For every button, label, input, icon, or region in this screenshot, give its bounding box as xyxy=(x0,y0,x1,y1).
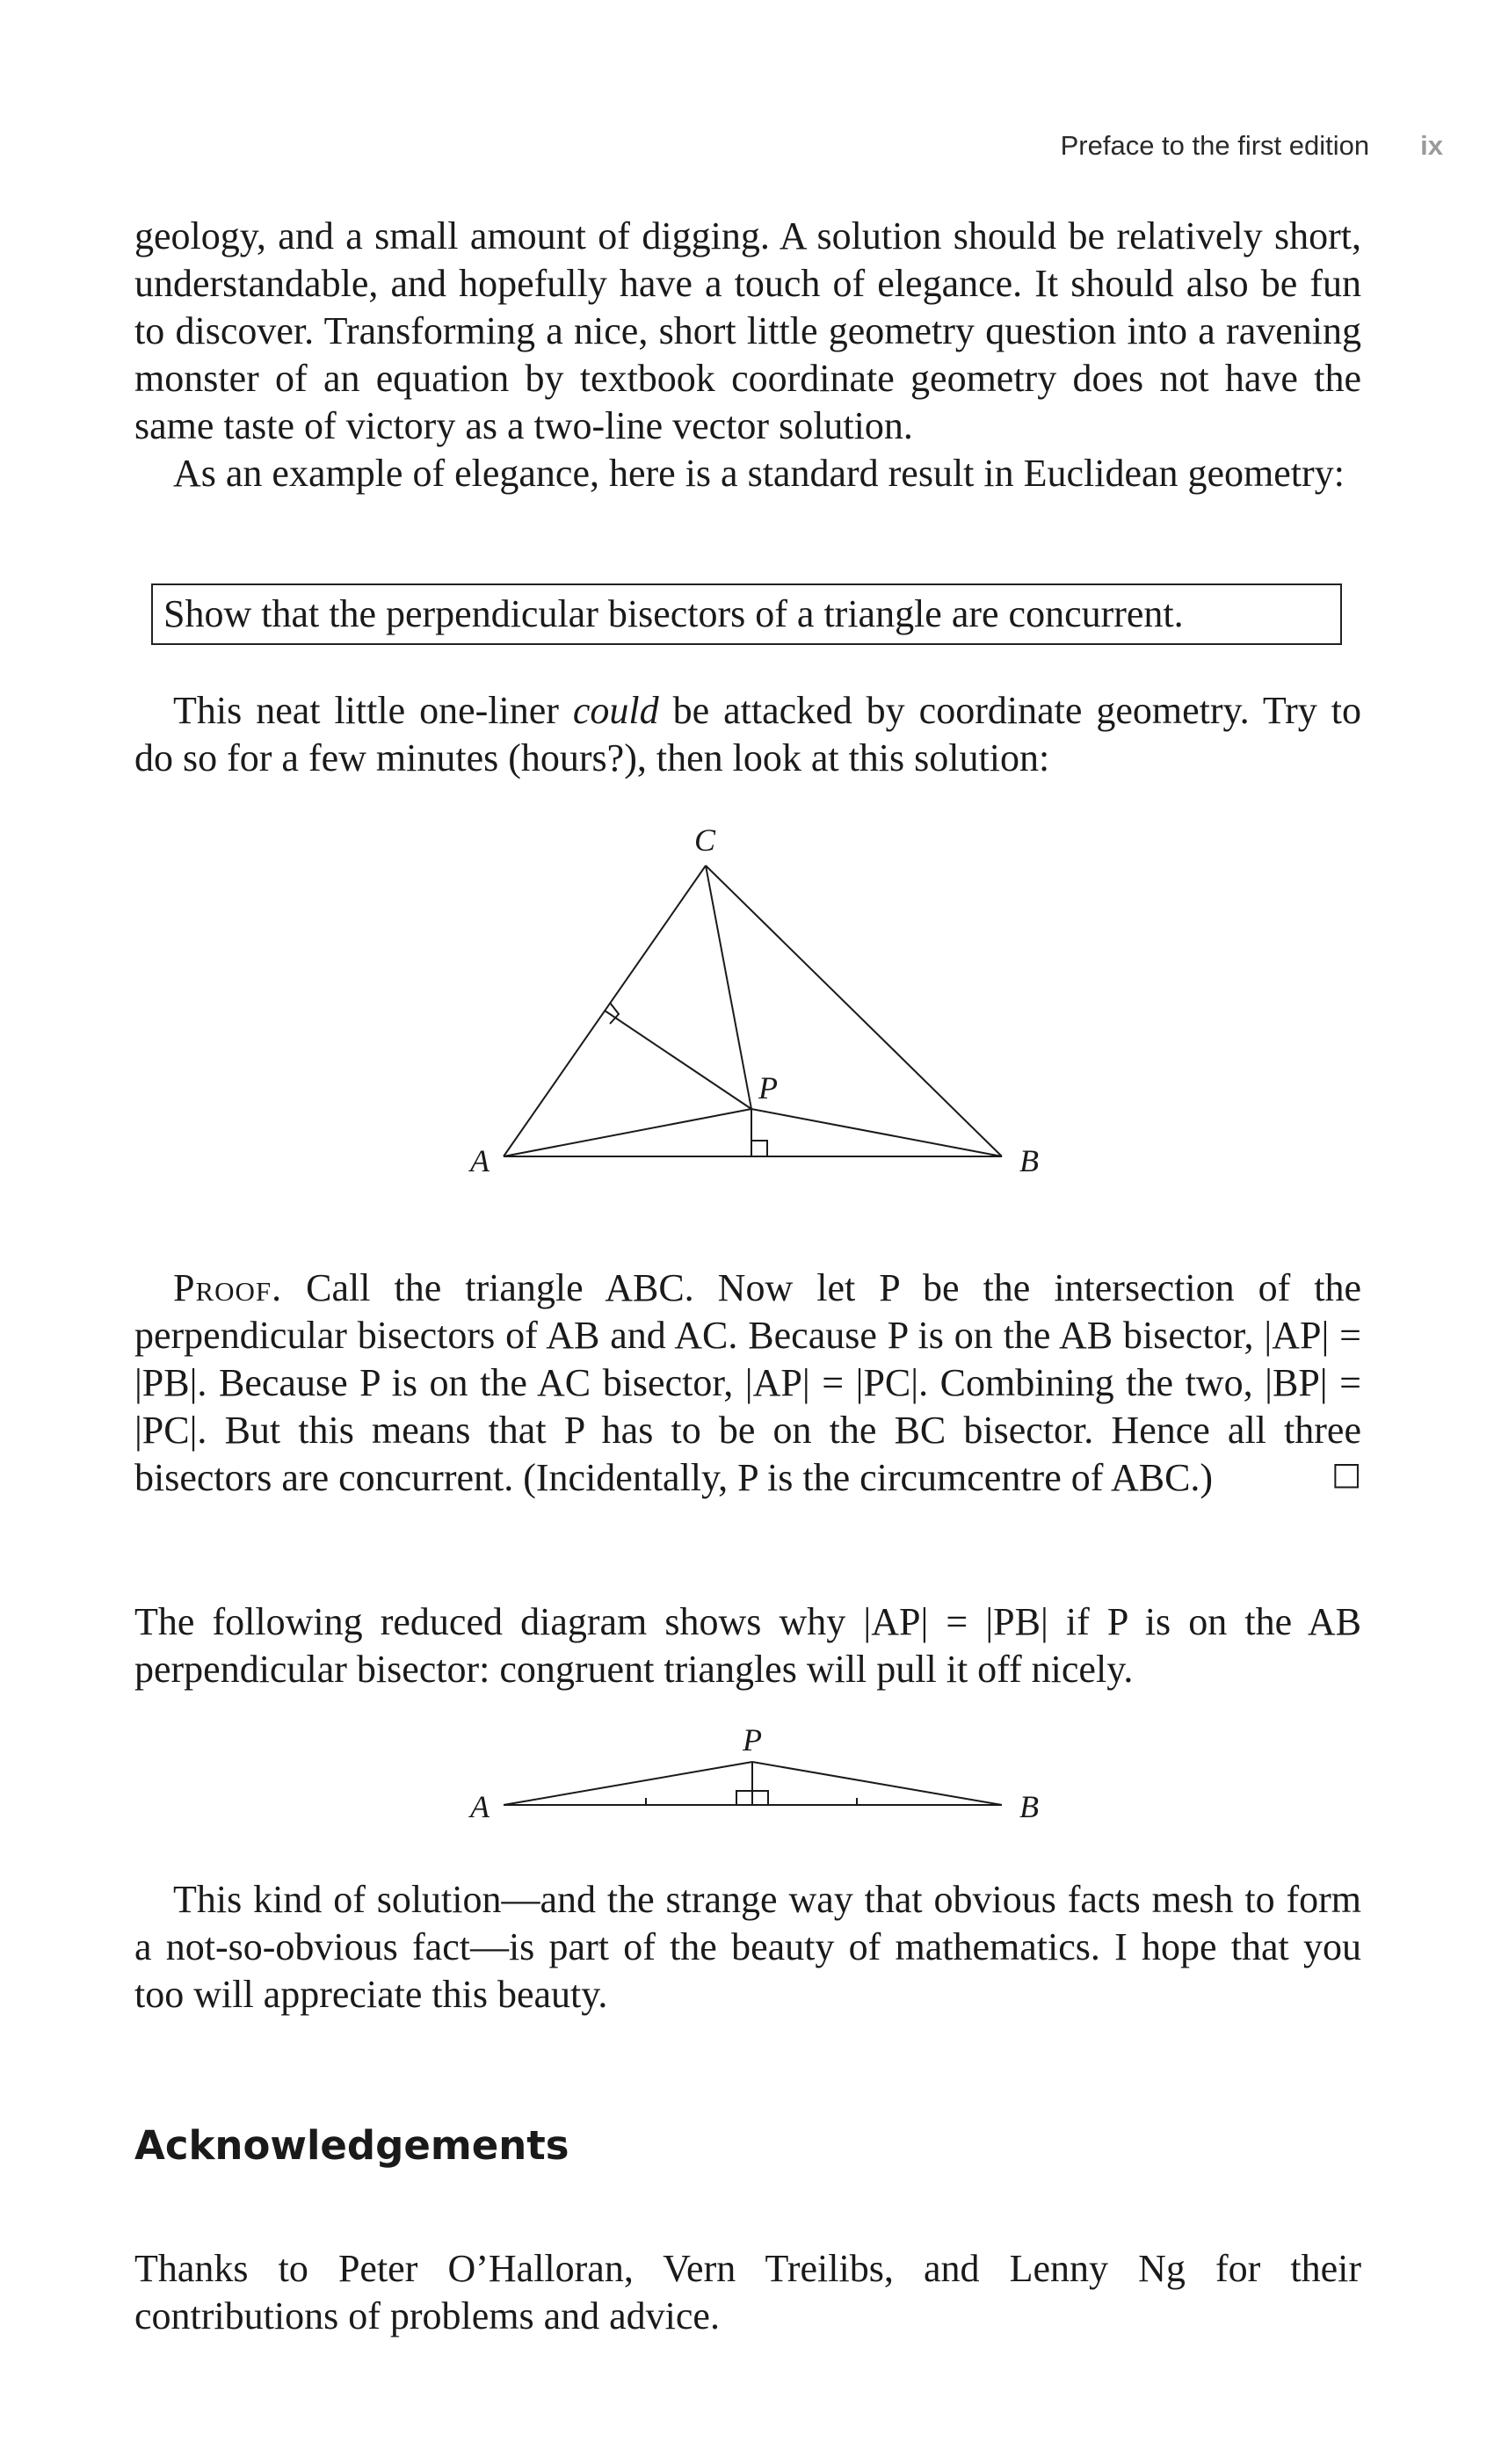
segment-pb xyxy=(751,1109,1002,1156)
one-liner-start: This neat little one-liner xyxy=(173,689,573,732)
page-number: ix xyxy=(1420,130,1443,161)
segment-pb xyxy=(752,1762,1002,1805)
segment-ap xyxy=(504,1762,752,1805)
triangle-figure xyxy=(0,0,1494,1230)
label-a: A xyxy=(470,1789,490,1824)
vertex-label-a: A xyxy=(470,1143,490,1178)
reduced-diagram-text xyxy=(134,1598,1361,1693)
paragraph-acknowledgements: Thanks to Peter O’Halloran, Vern Treilibs, and Lenny Ng for their contributions of problems and advice. xyxy=(134,2247,1361,2337)
running-header-title: Preface to the first edition xyxy=(1060,130,1370,161)
vertex-label-c: C xyxy=(694,823,716,858)
acknowledgements-heading: Acknowledgements xyxy=(134,2122,569,2169)
point-label-p: P xyxy=(758,1070,778,1105)
proof-block xyxy=(134,1265,1361,1502)
qed-symbol: □ xyxy=(1331,1456,1361,1492)
segment-pa xyxy=(504,1109,751,1156)
paragraph-reduced-diagram: The following reduced diagram shows why |AP| = |PB| if P is on the AB perpendicular bisector: congruent triangles will pull it off nicely. xyxy=(134,1600,1361,1691)
beauty-text xyxy=(134,1876,1361,2018)
label-p: P xyxy=(743,1722,762,1757)
vertex-label-b: B xyxy=(1019,1143,1039,1178)
right-angle-mark-ac xyxy=(610,1003,619,1024)
side-bc xyxy=(706,866,1002,1156)
paragraph-beauty: This kind of solution—and the strange way that obvious facts mesh to form a not-so-obvious fact—is part of the beauty of mathematics. I hope that you too will appreciate this beauty. xyxy=(134,1878,1361,2016)
label-b: B xyxy=(1019,1789,1039,1824)
boxed-problem: Show that the perpendicular bisectors of a triangle are concurrent. xyxy=(151,583,1342,645)
bisector-ac xyxy=(605,1011,751,1109)
acknowledgements-text xyxy=(134,2245,1361,2340)
one-liner-end: be attacked by coordinate geometry. Try to do so for a few minutes (hours?), then look at this solution: xyxy=(134,689,1361,779)
emphasis-could: could xyxy=(572,689,659,732)
paragraph-example: As an example of elegance, here is a standard result in Euclidean geometry: xyxy=(173,452,1345,495)
proof-text: Call the triangle ABC. Now let P be the intersection of the perpendicular bisectors of AB and AC. Because P is on the AB bisector, |AP| = |PB|. Because P is on the AC bisector, |AP| = |PC|. Combining the two, |BP| = |PC|. But this means that P has to be on the BC bisector. Hence all three bisectors are concurrent. (Incidentally, P is the circumcentre of ABC.) xyxy=(134,1266,1361,1499)
right-angle-mark-ab xyxy=(751,1141,767,1156)
segment-pc xyxy=(706,866,751,1109)
paragraph-elegance: geology, and a small amount of digging. A solution should be relatively short, understandable, and hopefully have a touch of elegance. It should also be fun to discover. Transforming a nice, short little geometry question into a ravening monster of an equation by textbook coordinate geometry does not have the same taste of victory as a two-line vector solution. xyxy=(134,214,1361,447)
proof-paragraph xyxy=(134,1265,1361,1502)
reduced-diagram xyxy=(0,1714,1494,1837)
proof-label: Proof. xyxy=(173,1266,283,1309)
